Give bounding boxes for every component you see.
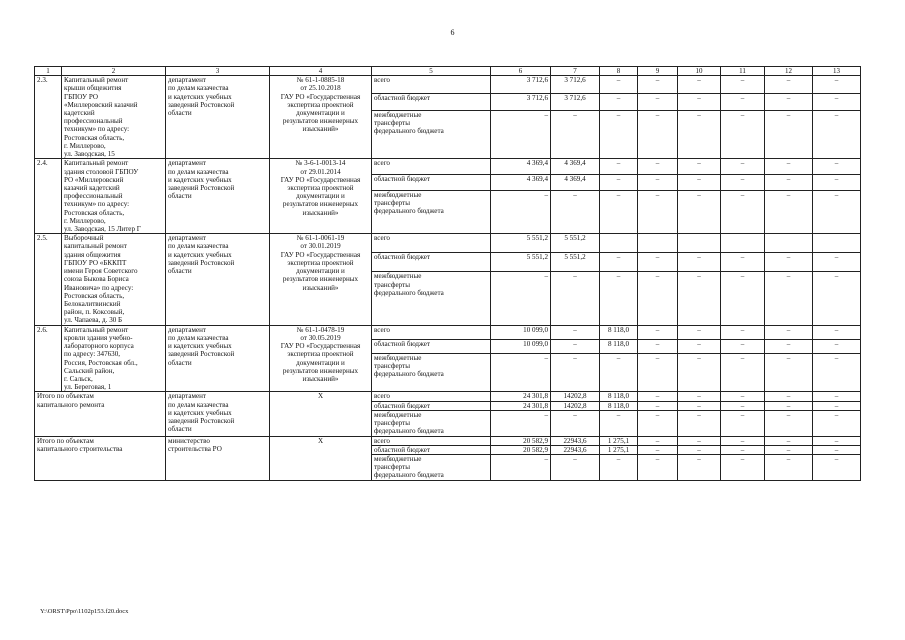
funding-source: всего <box>372 234 491 253</box>
funding-source: областной бюджет <box>372 253 491 272</box>
amount-cell: – <box>721 174 765 190</box>
responsible-org: департамент по делам казачества и кадетских учебных заведений Ростовской области <box>166 234 270 325</box>
amount-cell: – <box>638 272 678 325</box>
amount-cell: 5 551,2 <box>491 234 551 253</box>
amount-cell: – <box>721 392 765 401</box>
amount-cell: – <box>551 272 600 325</box>
amount-cell: – <box>678 401 721 410</box>
amount-cell: – <box>721 253 765 272</box>
amount-cell: – <box>721 110 765 158</box>
amount-cell: – <box>813 392 861 401</box>
amount-cell: 20 582,9 <box>491 445 551 454</box>
amount-cell: – <box>678 253 721 272</box>
table-row <box>35 392 861 401</box>
total-label: Итого по объектам капитального ремонта <box>35 392 166 436</box>
amount-cell: – <box>813 339 861 353</box>
table-header <box>35 67 861 76</box>
amount-cell: – <box>813 454 861 480</box>
amount-cell: – <box>721 325 765 339</box>
amount-cell: 3 712,6 <box>491 76 551 93</box>
amount-cell: – <box>765 339 813 353</box>
object-name: Выборочный капитальный ремонт здания общежития ГБПОУ РО «БККПТ имени Героя Советского союза Быкова Бориса Ивановича» по адресу: Ростовская область, Белокалитвинский район, п. Коксовый, ул. Чапаева, д. 30 Б <box>62 234 166 325</box>
amount-cell: 3 712,6 <box>551 76 600 93</box>
table-row <box>35 325 861 339</box>
funding-source: всего <box>372 325 491 339</box>
amount-cell: 22943,6 <box>551 436 600 445</box>
amount-cell: – <box>721 159 765 175</box>
amount-cell: – <box>721 454 765 480</box>
amount-cell: 24 301,8 <box>491 401 551 410</box>
funding-source: областной бюджет <box>372 174 491 190</box>
column-header: 11 <box>721 67 765 76</box>
object-name: Капитальный ремонт здания столовой ГБПОУ РО «Миллеровский казачий кадетский профессиональный техникум» по адресу: Ростовская область, г. Миллерово, ул. Заводская, 15 Литер Г <box>62 159 166 234</box>
funding-source: межбюджетные трансферты федерального бюджета <box>372 110 491 158</box>
amount-cell: 5 551,2 <box>551 234 600 253</box>
page-number: 6 <box>450 28 455 37</box>
funding-source: всего <box>372 392 491 401</box>
amount-cell: – <box>600 174 638 190</box>
table-row <box>35 76 861 93</box>
amount-cell: – <box>600 353 638 392</box>
amount-cell: – <box>638 253 678 272</box>
amount-cell <box>638 234 678 253</box>
file-path-footer: Y:\ORST\Ppo\1102p153.f20.docx <box>40 608 129 615</box>
responsible-org: департамент по делам казачества и кадетских учебных заведений Ростовской области <box>166 159 270 234</box>
amount-cell <box>765 234 813 253</box>
responsible-org: департамент по делам казачества и кадетских учебных заведений Ростовской области <box>166 325 270 392</box>
amount-cell: 1 275,1 <box>600 445 638 454</box>
amount-cell: 3 712,6 <box>551 93 600 110</box>
amount-cell: – <box>678 325 721 339</box>
amount-cell: 24 301,8 <box>491 392 551 401</box>
column-header: 12 <box>765 67 813 76</box>
amount-cell: 20 582,9 <box>491 436 551 445</box>
amount-cell: – <box>813 353 861 392</box>
amount-cell: – <box>600 159 638 175</box>
amount-cell: – <box>765 410 813 436</box>
amount-cell: – <box>551 339 600 353</box>
expertise-doc: № 61-1-0885-18 от 25.10.2018 ГАУ РО «Государственная экспертиза проектной документации и результатов инженерных изысканий» <box>270 76 372 159</box>
amount-cell: – <box>678 410 721 436</box>
total-label: Итого по объектам капитального строительства <box>35 436 166 480</box>
amount-cell: 8 118,0 <box>600 339 638 353</box>
amount-cell: – <box>551 410 600 436</box>
amount-cell: – <box>721 445 765 454</box>
amount-cell: – <box>765 174 813 190</box>
amount-cell: – <box>600 76 638 93</box>
funding-source: областной бюджет <box>372 93 491 110</box>
amount-cell: – <box>765 401 813 410</box>
funding-source: межбюджетные трансферты федерального бюджета <box>372 190 491 234</box>
item-number: 2.3. <box>35 76 62 159</box>
object-name: Капитальный ремонт кровли здания учебно- лабораторного корпуса по адресу: 347630, Россия, Ростовская обл., Сальский район, г. Сальск, ул. Береговая, 1 <box>62 325 166 392</box>
amount-cell: 4 369,4 <box>551 174 600 190</box>
amount-cell: – <box>600 454 638 480</box>
amount-cell: – <box>721 353 765 392</box>
amount-cell: – <box>491 272 551 325</box>
amount-cell: 8 118,0 <box>600 392 638 401</box>
amount-cell: – <box>813 190 861 234</box>
expertise-doc: № 61-1-0478-19 от 30.05.2019 ГАУ РО «Государственная экспертиза проектной документации и результатов инженерных изысканий» <box>270 325 372 392</box>
amount-cell: – <box>600 410 638 436</box>
amount-cell: – <box>491 410 551 436</box>
expertise-doc: № 61-1-0061-19 от 30.01.2019 ГАУ РО «Государственная экспертиза проектной документации и результатов инженерных изысканий» <box>270 234 372 325</box>
amount-cell: – <box>678 436 721 445</box>
amount-cell <box>721 234 765 253</box>
responsible-org: департамент по делам казачества и кадетских учебных заведений Ростовской области <box>166 392 270 436</box>
amount-cell: – <box>813 325 861 339</box>
amount-cell: – <box>765 325 813 339</box>
item-number: 2.6. <box>35 325 62 392</box>
amount-cell: – <box>721 76 765 93</box>
amount-cell: – <box>491 110 551 158</box>
amount-cell: – <box>678 190 721 234</box>
amount-cell: – <box>638 110 678 158</box>
amount-cell: – <box>600 190 638 234</box>
funding-source: межбюджетные трансферты федерального бюджета <box>372 353 491 392</box>
amount-cell: – <box>638 93 678 110</box>
table-row <box>35 159 861 175</box>
amount-cell: – <box>813 110 861 158</box>
funding-source: межбюджетные трансферты федерального бюджета <box>372 454 491 480</box>
amount-cell: – <box>813 159 861 175</box>
column-header: 1 <box>35 67 62 76</box>
amount-cell: – <box>491 454 551 480</box>
amount-cell: – <box>678 454 721 480</box>
amount-cell: – <box>638 353 678 392</box>
amount-cell: – <box>638 445 678 454</box>
amount-cell: – <box>721 436 765 445</box>
amount-cell: – <box>765 272 813 325</box>
amount-cell: – <box>600 110 638 158</box>
amount-cell: – <box>551 353 600 392</box>
amount-cell: – <box>765 159 813 175</box>
amount-cell: – <box>551 110 600 158</box>
funding-source: всего <box>372 76 491 93</box>
expertise-doc: № 3-6-1-0013-14 от 29.01.2014 ГАУ РО «Государственная экспертиза проектной документации и результатов инженерных изысканий» <box>270 159 372 234</box>
column-header: 6 <box>491 67 551 76</box>
amount-cell: – <box>813 272 861 325</box>
object-name: Капитальный ремонт крыши общежития ГБПОУ РО «Миллеровский казачий кадетский профессиональный техникум» по адресу: Ростовская область, г. Миллерово, ул. Заводская, 15 <box>62 76 166 159</box>
amount-cell: 22943,6 <box>551 445 600 454</box>
amount-cell: – <box>765 454 813 480</box>
expertise-doc: Х <box>270 392 372 436</box>
item-number: 2.4. <box>35 159 62 234</box>
amount-cell: 14202,8 <box>551 392 600 401</box>
column-header: 2 <box>62 67 166 76</box>
amount-cell: – <box>765 353 813 392</box>
amount-cell: – <box>638 436 678 445</box>
item-number: 2.5. <box>35 234 62 325</box>
amount-cell: – <box>491 190 551 234</box>
amount-cell: – <box>813 174 861 190</box>
amount-cell: – <box>678 93 721 110</box>
column-header: 9 <box>638 67 678 76</box>
amount-cell <box>600 234 638 253</box>
amount-cell: – <box>765 76 813 93</box>
amount-cell: 14202,8 <box>551 401 600 410</box>
amount-cell: – <box>813 436 861 445</box>
amount-cell: – <box>813 76 861 93</box>
amount-cell: – <box>813 445 861 454</box>
amount-cell: – <box>721 190 765 234</box>
amount-cell: – <box>600 253 638 272</box>
responsible-org: департамент по делам казачества и кадетских учебных заведений Ростовской области <box>166 76 270 159</box>
funding-source: областной бюджет <box>372 401 491 410</box>
amount-cell: – <box>678 110 721 158</box>
amount-cell: 5 551,2 <box>491 253 551 272</box>
column-header: 7 <box>551 67 600 76</box>
funding-source: межбюджетные трансферты федерального бюджета <box>372 410 491 436</box>
amount-cell: – <box>638 401 678 410</box>
amount-cell: – <box>721 93 765 110</box>
column-header: 4 <box>270 67 372 76</box>
table-row <box>35 436 861 445</box>
amount-cell: – <box>638 392 678 401</box>
amount-cell: 4 369,4 <box>491 159 551 175</box>
table-body <box>35 76 861 481</box>
amount-cell: – <box>678 392 721 401</box>
amount-cell: – <box>551 190 600 234</box>
amount-cell: 4 369,4 <box>551 159 600 175</box>
amount-cell: – <box>600 93 638 110</box>
amount-cell: – <box>638 159 678 175</box>
amount-cell: – <box>638 410 678 436</box>
amount-cell: 10 099,0 <box>491 339 551 353</box>
expertise-doc: Х <box>270 436 372 480</box>
amount-cell: – <box>813 253 861 272</box>
amount-cell: 8 118,0 <box>600 325 638 339</box>
amount-cell: – <box>765 253 813 272</box>
amount-cell: 10 099,0 <box>491 325 551 339</box>
amount-cell: – <box>765 110 813 158</box>
amount-cell: – <box>678 353 721 392</box>
budget-table <box>34 66 861 481</box>
amount-cell: – <box>638 339 678 353</box>
amount-cell: – <box>765 445 813 454</box>
amount-cell <box>813 234 861 253</box>
amount-cell: – <box>721 410 765 436</box>
amount-cell: – <box>678 445 721 454</box>
amount-cell: – <box>551 454 600 480</box>
amount-cell: 1 275,1 <box>600 436 638 445</box>
amount-cell: – <box>638 190 678 234</box>
funding-source: областной бюджет <box>372 339 491 353</box>
column-header: 8 <box>600 67 638 76</box>
amount-cell: – <box>765 392 813 401</box>
amount-cell: – <box>678 76 721 93</box>
table-row <box>35 234 861 253</box>
amount-cell: – <box>638 325 678 339</box>
amount-cell: – <box>638 174 678 190</box>
column-header: 10 <box>678 67 721 76</box>
amount-cell: – <box>551 325 600 339</box>
amount-cell: – <box>721 339 765 353</box>
amount-cell: 4 369,4 <box>491 174 551 190</box>
amount-cell: 3 712,6 <box>491 93 551 110</box>
responsible-org: министерство строительства РО <box>166 436 270 480</box>
amount-cell: – <box>491 353 551 392</box>
funding-source: всего <box>372 436 491 445</box>
amount-cell: – <box>678 339 721 353</box>
amount-cell <box>678 234 721 253</box>
amount-cell: 8 118,0 <box>600 401 638 410</box>
amount-cell: 5 551,2 <box>551 253 600 272</box>
amount-cell: – <box>765 436 813 445</box>
amount-cell: – <box>638 454 678 480</box>
column-header: 13 <box>813 67 861 76</box>
amount-cell: – <box>678 159 721 175</box>
funding-source: межбюджетные трансферты федерального бюджета <box>372 272 491 325</box>
column-header: 5 <box>372 67 491 76</box>
amount-cell: – <box>678 272 721 325</box>
amount-cell: – <box>813 410 861 436</box>
amount-cell: – <box>721 272 765 325</box>
amount-cell: – <box>765 190 813 234</box>
funding-source: областной бюджет <box>372 445 491 454</box>
amount-cell: – <box>600 272 638 325</box>
amount-cell: – <box>721 401 765 410</box>
amount-cell: – <box>765 93 813 110</box>
amount-cell: – <box>813 93 861 110</box>
amount-cell: – <box>678 174 721 190</box>
amount-cell: – <box>813 401 861 410</box>
column-header: 3 <box>166 67 270 76</box>
funding-source: всего <box>372 159 491 175</box>
amount-cell: – <box>638 76 678 93</box>
